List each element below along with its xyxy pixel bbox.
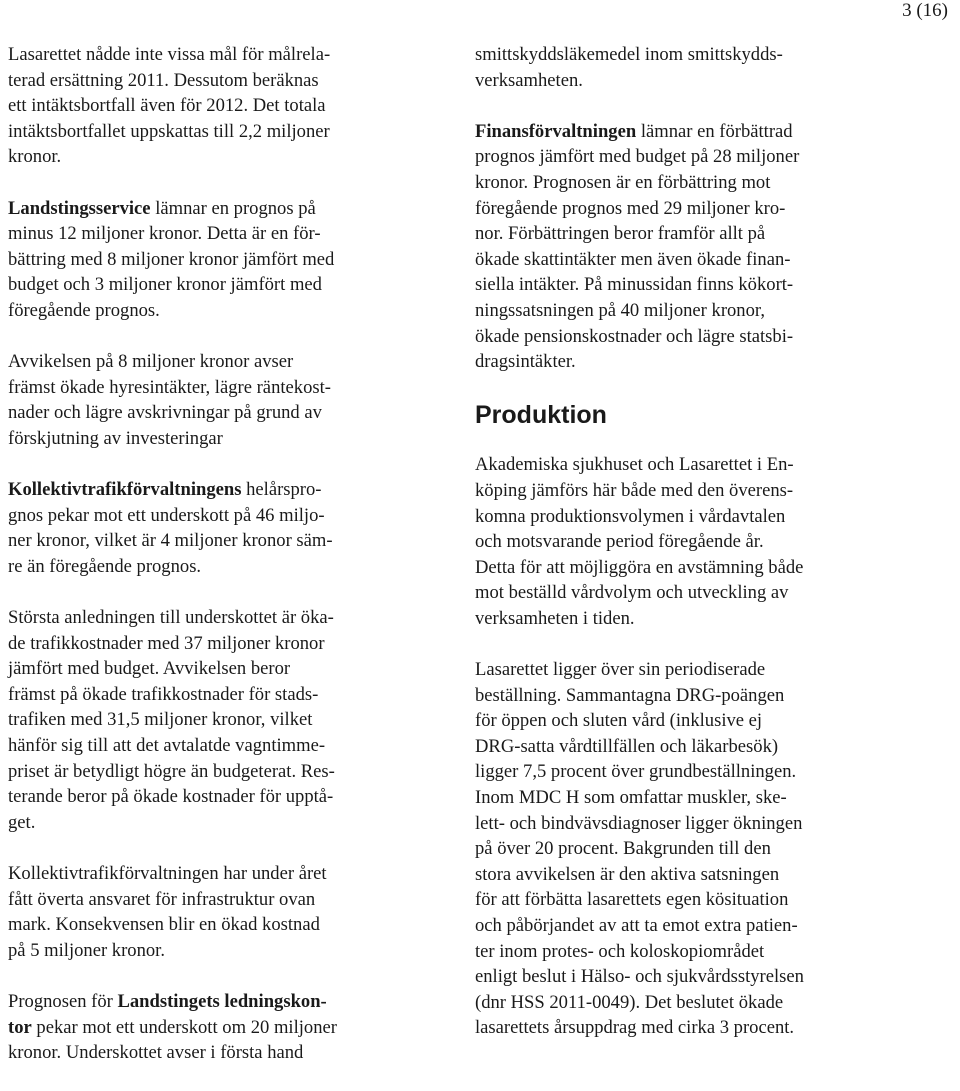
text-line: ter inom protes- och koloskopiområdet [475, 940, 765, 962]
text-run: pekar mot ett underskott om 20 miljoner [31, 1016, 337, 1038]
bold-term: Kollektivtrafikförvaltningens [8, 479, 242, 501]
text-line: komna produktionsvolymen i vårdavtalen [475, 505, 786, 527]
paragraph-finansforvaltningen [475, 119, 955, 375]
text-line: budget och 3 miljoner kronor jämfört med [8, 274, 322, 296]
text-line: get. [8, 811, 36, 833]
text-line: för att förbätta lasarettets egen kösituation [475, 889, 789, 911]
text-line: re än föregående prognos. [8, 555, 202, 577]
text-run: lämnar en prognos på [150, 197, 316, 219]
text-line: främst ökade hyresintäkter, lägre räntekost- [8, 376, 331, 398]
text-line: och motsvarande period föregående år. [475, 531, 764, 553]
text-line [8, 1015, 420, 1041]
paragraph-underskott-orsak [8, 605, 420, 835]
text-line: DRG-satta vårdtillfällen och läkarbesök) [475, 735, 779, 757]
text-line: ner kronor, vilket är 4 miljoner kronor säm- [8, 530, 333, 552]
text-line: de trafikkostnader med 37 miljoner kronor [8, 632, 325, 654]
text-line: jämfört med budget. Avvikelsen beror [8, 658, 291, 680]
text-line: stora avvikelsen är den aktiva satsningen [475, 863, 780, 885]
text-line: terad ersättning 2011. Dessutom beräknas [8, 69, 319, 91]
page-number: 3 (16) [902, 0, 948, 21]
text-line [475, 119, 955, 145]
text-line: Största anledningen till underskottet är öka- [8, 607, 334, 629]
text-line: fått överta ansvaret för infrastruktur ovan [8, 888, 316, 910]
bold-term: Landstingsservice [8, 197, 151, 219]
text-line: bättring med 8 miljoner kronor jämfört med [8, 248, 335, 270]
text-line: priset är betydligt högre än budgeterat. Res- [8, 760, 335, 782]
text-line: verksamheten i tiden. [475, 607, 635, 629]
text-line: föregående prognos med 29 miljoner kro- [475, 197, 786, 219]
paragraph-ledningskontor [8, 989, 420, 1066]
text-line: ningssatsningen på 40 miljoner kronor, [475, 299, 766, 321]
text-line: ökade skattintäkter men även ökade finan- [475, 248, 791, 270]
text-line: hänför sig till att det avtalatde vagntimme- [8, 735, 326, 757]
text-line: föregående prognos. [8, 299, 160, 321]
text-line: på över 20 procent. Bakgrunden till den [475, 838, 771, 860]
text-line: Inom MDC H som omfattar muskler, ske- [475, 787, 787, 809]
text-line: ligger 7,5 procent över grundbeställningen. [475, 761, 797, 783]
text-line: (dnr HSS 2011-0049). Det beslutet ökade [475, 991, 784, 1013]
text-line: köping jämförs här både med den överens- [475, 479, 794, 501]
text-line: prognos jämfört med budget på 28 miljoner [475, 146, 800, 168]
text-line: mot beställd vårdvolym och utveckling av [475, 582, 789, 604]
text-line: dragsintäkter. [475, 351, 576, 373]
paragraph-landstingsservice [8, 196, 420, 324]
text-line: Kollektivtrafikförvaltningen har under året [8, 863, 327, 884]
text-line: ökade pensionskostnader och lägre statsbi- [475, 325, 794, 347]
text-line: smittskyddsläkemedel inom smittskydds- [475, 44, 783, 65]
paragraph-lasarettet-bestallning [475, 657, 955, 1041]
text-line: Akademiska sjukhuset och Lasarettet i En- [475, 454, 794, 476]
text-run: Prognosen för [8, 990, 118, 1012]
text-run: lämnar en förbättrad [636, 120, 793, 142]
text-line: lett- och bindvävsdiagnoser ligger ökningen [475, 812, 803, 834]
left-column [8, 42, 420, 1091]
text-line: beställning. Sammantagna DRG-poängen [475, 684, 785, 706]
text-line: verksamheten. [475, 69, 583, 91]
paragraph-kollektivtrafik-prognos [8, 477, 420, 579]
text-line: kronor. Prognosen är en förbättring mot [475, 171, 771, 193]
text-line: förskjutning av investeringar [8, 427, 223, 449]
text-line [8, 989, 420, 1015]
right-column [475, 42, 955, 1067]
text-line: ett intäktsbortfall även för 2012. Det totala [8, 95, 326, 117]
paragraph-avvikelsen [8, 349, 420, 451]
text-line: kronor. [8, 146, 62, 168]
section-heading-produktion: Produktion [475, 401, 607, 430]
text-line: siella intäkter. På minussidan finns kökort- [475, 274, 794, 296]
text-line: Detta för att möjliggöra en avstämning både [475, 556, 804, 578]
text-line: terande beror på ökade kostnader för upptå- [8, 786, 334, 808]
text-line: lasarettets årsuppdrag med cirka 3 procent. [475, 1017, 795, 1039]
bold-term: Finansförvaltningen [475, 120, 637, 142]
bold-term: tor [8, 1016, 32, 1038]
text-line: mark. Konsekvensen blir en ökad kostnad [8, 914, 320, 936]
text-line: för öppen och sluten vård (inklusive ej [475, 710, 763, 732]
paragraph-produktion-intro [475, 452, 955, 631]
paragraph-lasarettet-income [8, 42, 420, 170]
text-line: på 5 miljoner kronor. [8, 939, 165, 961]
text-run: helårspro- [241, 479, 322, 501]
text-line: intäktsbortfallet uppskattas till 2,2 miljoner [8, 120, 330, 142]
text-line: nader och lägre avskrivningar på grund av [8, 402, 322, 424]
text-line: enligt beslut i Hälso- och sjukvårdsstyrelsen [475, 966, 804, 988]
paragraph-infrastruktur [8, 861, 420, 963]
paragraph-smittskydd [475, 42, 955, 93]
text-line: främst på ökade trafikkostnader för stads- [8, 683, 319, 705]
text-line: och påbörjandet av att ta emot extra patien- [475, 915, 798, 936]
text-line: gnos pekar mot ett underskott på 46 miljo- [8, 504, 325, 526]
text-line: minus 12 miljoner kronor. Detta är en för- [8, 223, 321, 245]
text-line: Lasarettet nådde inte vissa mål för målrela- [8, 44, 331, 65]
text-line: kronor. Underskottet avser i första hand [8, 1042, 304, 1064]
text-line [8, 196, 420, 222]
text-line: Avvikelsen på 8 miljoner kronor avser [8, 351, 294, 373]
text-line: trafiken med 31,5 miljoner kronor, vilket [8, 709, 313, 731]
bold-term: Landstingets ledningskon- [117, 990, 327, 1012]
text-line [8, 477, 420, 503]
text-line: Lasarettet ligger över sin periodiserade [475, 659, 766, 681]
text-line: nor. Förbättringen beror framför allt på [475, 223, 766, 245]
